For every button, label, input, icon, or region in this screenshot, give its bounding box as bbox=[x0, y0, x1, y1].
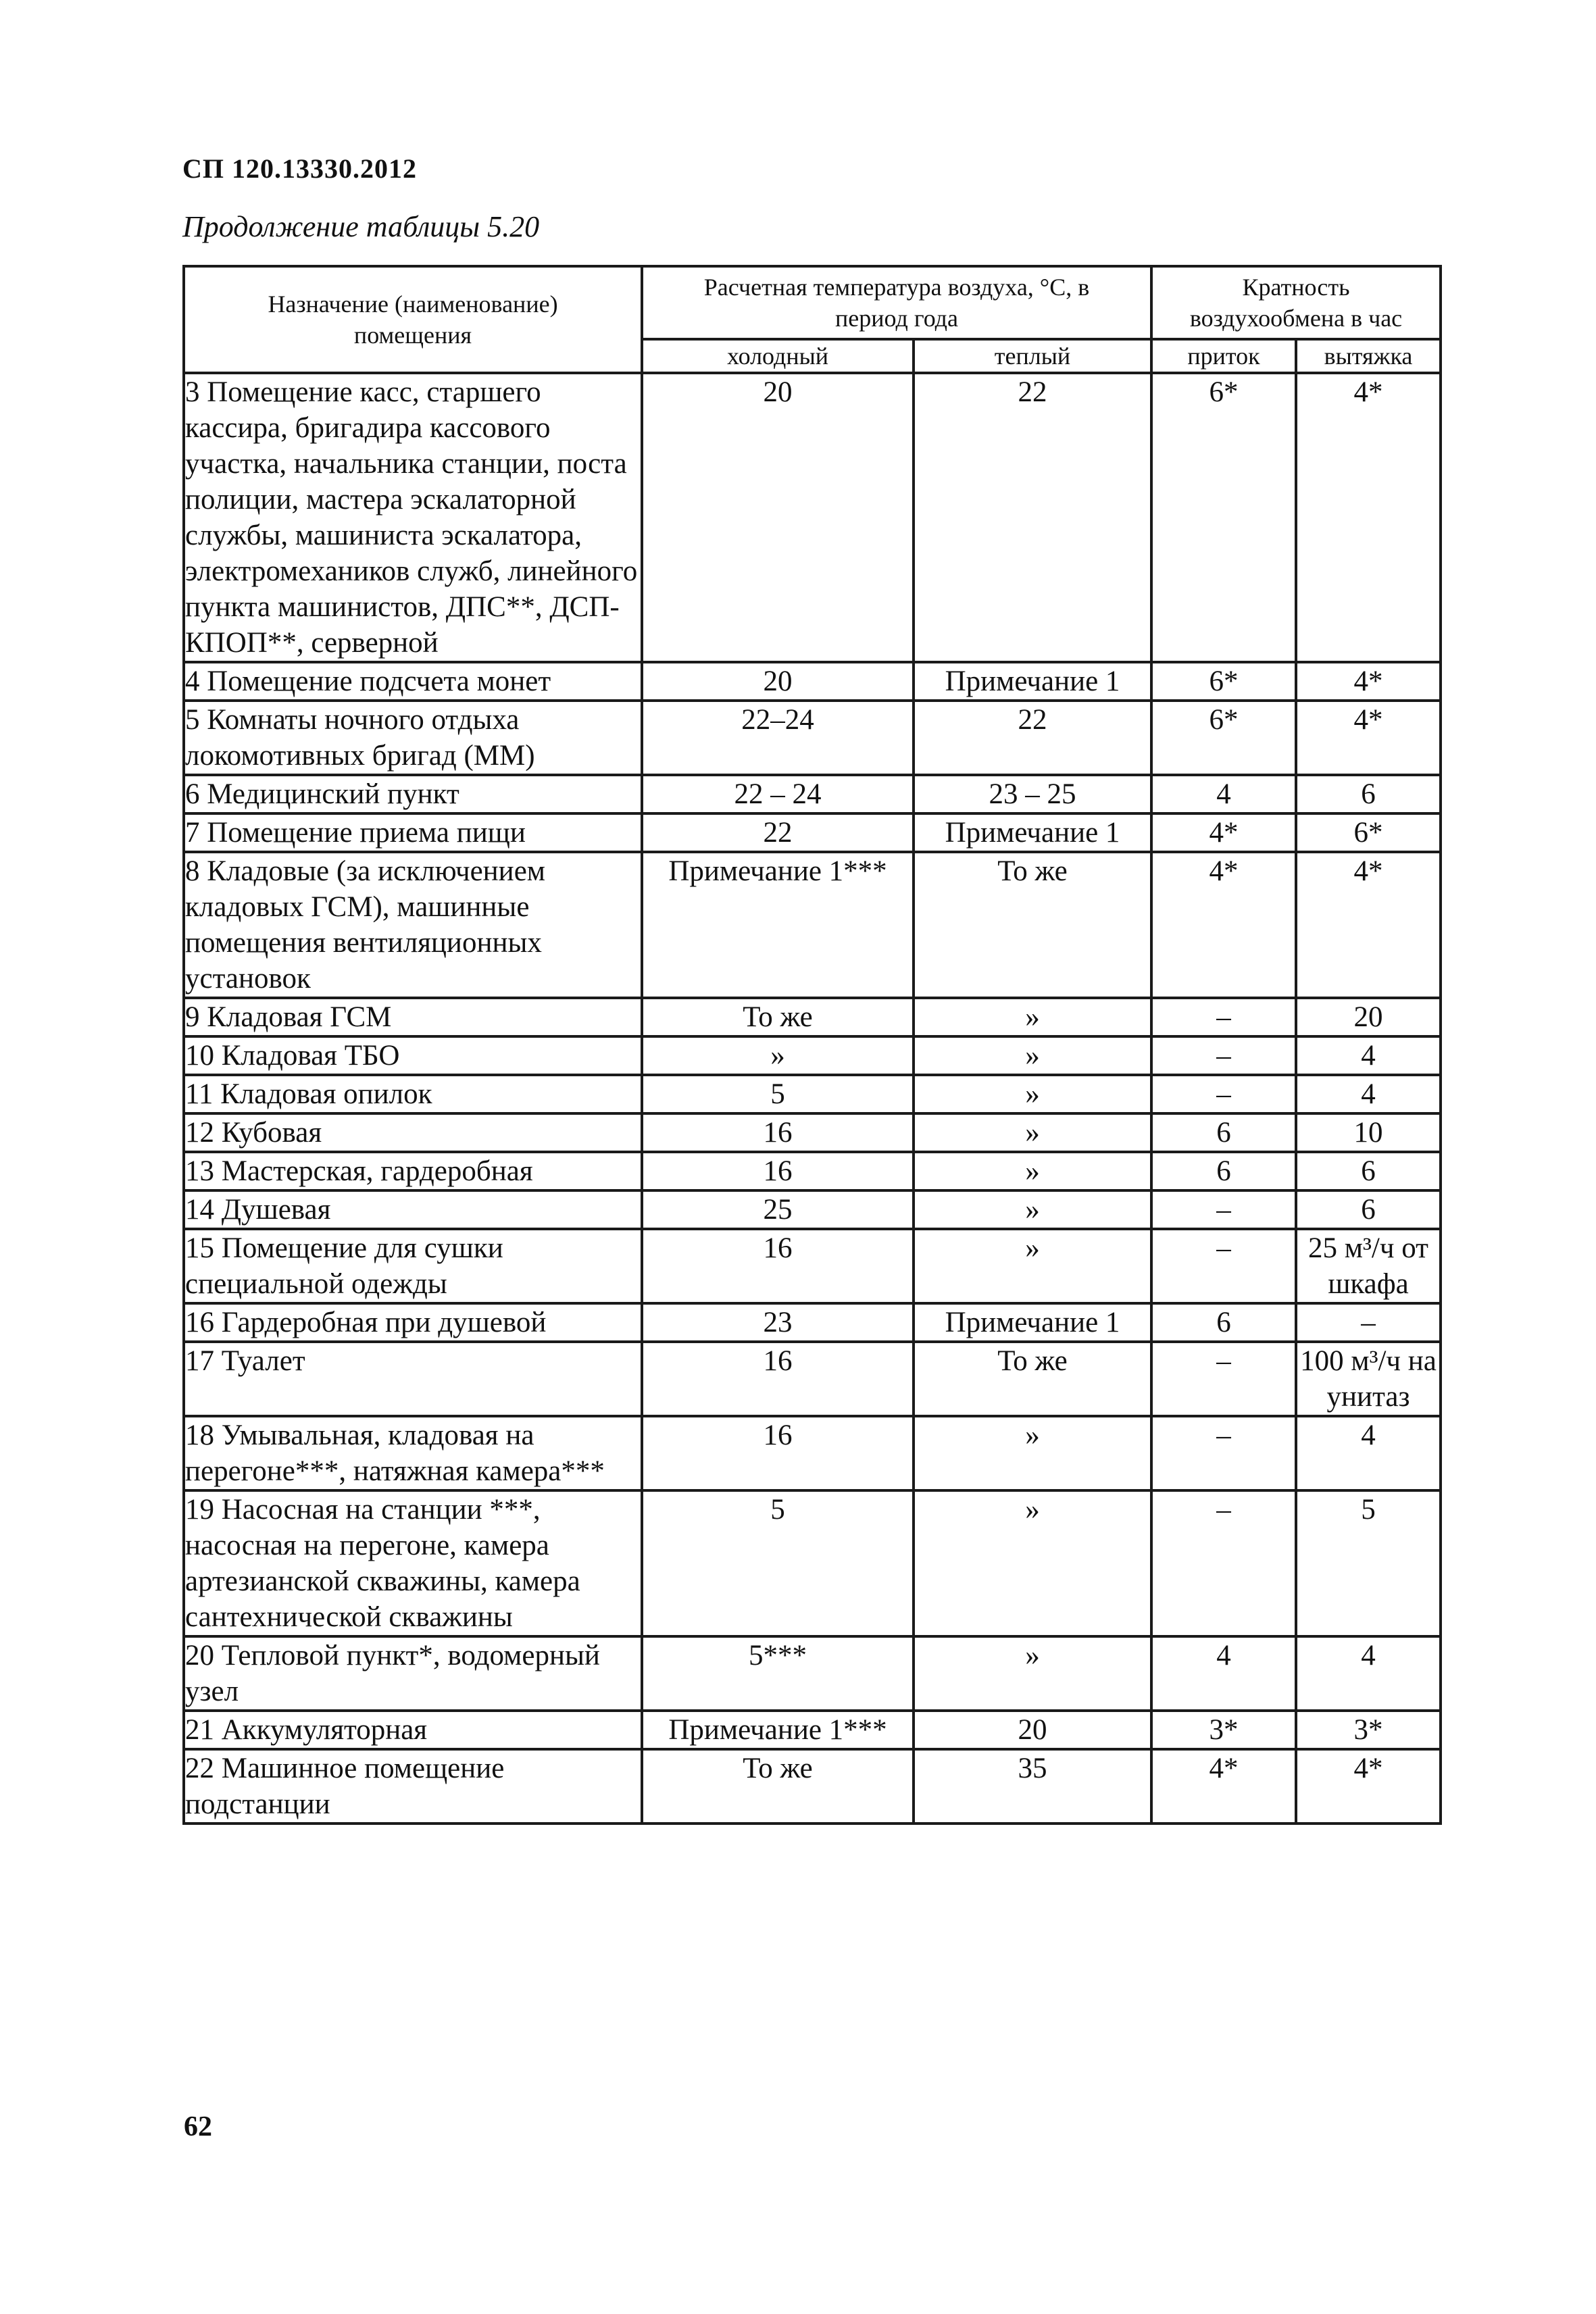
exhaust-rate-cell: 100 м³/ч на унитаз bbox=[1296, 1342, 1441, 1416]
room-name-cell: 8 Кладовые (за исключением кладовых ГСМ), машинные помещения вентиляционных установок bbox=[184, 852, 642, 998]
warm-temp-cell: 23 – 25 bbox=[914, 775, 1151, 813]
supply-rate-cell: – bbox=[1151, 1036, 1296, 1075]
header-exhaust: вытяжка bbox=[1296, 339, 1441, 373]
cold-temp-cell: 16 bbox=[642, 1342, 914, 1416]
cold-temp-cell: 23 bbox=[642, 1303, 914, 1342]
room-name-cell: 17 Туалет bbox=[184, 1342, 642, 1416]
warm-temp-cell: » bbox=[914, 998, 1151, 1036]
exhaust-rate-cell: 4* bbox=[1296, 701, 1441, 775]
exhaust-rate-cell: 5 bbox=[1296, 1490, 1441, 1636]
supply-rate-cell: 3* bbox=[1151, 1711, 1296, 1749]
cold-temp-cell: » bbox=[642, 1036, 914, 1075]
exhaust-rate-cell: 20 bbox=[1296, 998, 1441, 1036]
supply-rate-cell: 4 bbox=[1151, 775, 1296, 813]
supply-rate-cell: 6* bbox=[1151, 373, 1296, 662]
room-name-cell: 4 Помещение подсчета монет bbox=[184, 662, 642, 701]
table-row bbox=[184, 1229, 1441, 1303]
table-row bbox=[184, 813, 1441, 852]
supply-rate-cell: 6 bbox=[1151, 1113, 1296, 1152]
cold-temp-cell: 16 bbox=[642, 1229, 914, 1303]
supply-rate-cell: 4 bbox=[1151, 1636, 1296, 1711]
room-name-cell: 12 Кубовая bbox=[184, 1113, 642, 1152]
exhaust-rate-cell: – bbox=[1296, 1303, 1441, 1342]
supply-rate-cell: – bbox=[1151, 998, 1296, 1036]
table-row bbox=[184, 373, 1441, 662]
warm-temp-cell: » bbox=[914, 1113, 1151, 1152]
cold-temp-cell: 5 bbox=[642, 1075, 914, 1113]
exhaust-rate-cell: 4 bbox=[1296, 1416, 1441, 1490]
cold-temp-cell: То же bbox=[642, 1749, 914, 1823]
table-row bbox=[184, 1190, 1441, 1229]
cold-temp-cell: 5 bbox=[642, 1490, 914, 1636]
table-row bbox=[184, 775, 1441, 813]
warm-temp-cell: То же bbox=[914, 1342, 1151, 1416]
warm-temp-cell: То же bbox=[914, 852, 1151, 998]
header-warm-period: теплый bbox=[914, 339, 1151, 373]
supply-rate-cell: 6 bbox=[1151, 1152, 1296, 1190]
table-row bbox=[184, 1075, 1441, 1113]
exhaust-rate-cell: 25 м³/ч от шкафа bbox=[1296, 1229, 1441, 1303]
table-row bbox=[184, 1303, 1441, 1342]
table-row bbox=[184, 998, 1441, 1036]
cold-temp-cell: 22–24 bbox=[642, 701, 914, 775]
cold-temp-cell: 5*** bbox=[642, 1636, 914, 1711]
room-name-cell: 19 Насосная на станции ***, насосная на перегоне, камера артезианской скважины, камера сантехнической скважины bbox=[184, 1490, 642, 1636]
cold-temp-cell: То же bbox=[642, 998, 914, 1036]
supply-rate-cell: – bbox=[1151, 1490, 1296, 1636]
room-name-cell: 14 Душевая bbox=[184, 1190, 642, 1229]
supply-rate-cell: 4* bbox=[1151, 813, 1296, 852]
cold-temp-cell: 22 – 24 bbox=[642, 775, 914, 813]
exhaust-rate-cell: 3* bbox=[1296, 1711, 1441, 1749]
exhaust-rate-cell: 4* bbox=[1296, 852, 1441, 998]
header-temperature: Расчетная температура воздуха, °С, в период года bbox=[642, 266, 1151, 339]
warm-temp-cell: Примечание 1 bbox=[914, 1303, 1151, 1342]
table-row bbox=[184, 1711, 1441, 1749]
table-row bbox=[184, 1416, 1441, 1490]
header-air-exchange: Кратность воздухообмена в час bbox=[1151, 266, 1441, 339]
supply-rate-cell: – bbox=[1151, 1416, 1296, 1490]
warm-temp-cell: » bbox=[914, 1190, 1151, 1229]
room-name-cell: 9 Кладовая ГСМ bbox=[184, 998, 642, 1036]
warm-temp-cell: 22 bbox=[914, 701, 1151, 775]
table-row bbox=[184, 1490, 1441, 1636]
cold-temp-cell: 22 bbox=[642, 813, 914, 852]
document-code: СП 120.13330.2012 bbox=[182, 153, 417, 184]
supply-rate-cell: – bbox=[1151, 1342, 1296, 1416]
exhaust-rate-cell: 10 bbox=[1296, 1113, 1441, 1152]
table-row bbox=[184, 1036, 1441, 1075]
exhaust-rate-cell: 6 bbox=[1296, 1190, 1441, 1229]
exhaust-rate-cell: 6 bbox=[1296, 775, 1441, 813]
room-name-cell: 18 Умывальная, кладовая на перегоне***, натяжная камера*** bbox=[184, 1416, 642, 1490]
header-supply: приток bbox=[1151, 339, 1296, 373]
warm-temp-cell: Примечание 1 bbox=[914, 662, 1151, 701]
supply-rate-cell: – bbox=[1151, 1190, 1296, 1229]
room-name-cell: 11 Кладовая опилок bbox=[184, 1075, 642, 1113]
table-row bbox=[184, 1113, 1441, 1152]
cold-temp-cell: Примечание 1*** bbox=[642, 1711, 914, 1749]
warm-temp-cell: » bbox=[914, 1036, 1151, 1075]
room-name-cell: 15 Помещение для сушки специальной одежды bbox=[184, 1229, 642, 1303]
supply-rate-cell: 6* bbox=[1151, 662, 1296, 701]
warm-temp-cell: » bbox=[914, 1636, 1151, 1711]
supply-rate-cell: 6* bbox=[1151, 701, 1296, 775]
cold-temp-cell: 20 bbox=[642, 373, 914, 662]
table-row bbox=[184, 1749, 1441, 1823]
exhaust-rate-cell: 4 bbox=[1296, 1036, 1441, 1075]
exhaust-rate-cell: 4 bbox=[1296, 1636, 1441, 1711]
supply-rate-cell: 6 bbox=[1151, 1303, 1296, 1342]
room-name-cell: 20 Тепловой пункт*, водомерный узел bbox=[184, 1636, 642, 1711]
table-body bbox=[184, 373, 1441, 1823]
room-name-cell: 13 Мастерская, гардеробная bbox=[184, 1152, 642, 1190]
exhaust-rate-cell: 4* bbox=[1296, 1749, 1441, 1823]
header-cold-period: холодный bbox=[642, 339, 914, 373]
table-row bbox=[184, 852, 1441, 998]
table-caption: Продолжение таблицы 5.20 bbox=[182, 210, 540, 243]
room-name-cell: 5 Комнаты ночного отдыха локомотивных бригад (ММ) bbox=[184, 701, 642, 775]
table-row bbox=[184, 1152, 1441, 1190]
cold-temp-cell: Примечание 1*** bbox=[642, 852, 914, 998]
room-name-cell: 21 Аккумуляторная bbox=[184, 1711, 642, 1749]
ventilation-table bbox=[182, 265, 1442, 1825]
warm-temp-cell: » bbox=[914, 1075, 1151, 1113]
room-name-cell: 16 Гардеробная при душевой bbox=[184, 1303, 642, 1342]
warm-temp-cell: 35 bbox=[914, 1749, 1151, 1823]
exhaust-rate-cell: 4* bbox=[1296, 662, 1441, 701]
supply-rate-cell: – bbox=[1151, 1075, 1296, 1113]
room-name-cell: 3 Помещение касс, старшего кассира, бригадира кассового участка, начальника станции, поста полиции, мастера эскалаторной службы, машиниста эскалатора, электромехаников служб, линейного пункта машинистов, ДПС**, ДСП-КПОП**, серверной bbox=[184, 373, 642, 662]
table-row bbox=[184, 1636, 1441, 1711]
room-name-cell: 22 Машинное помещение подстанции bbox=[184, 1749, 642, 1823]
cold-temp-cell: 16 bbox=[642, 1416, 914, 1490]
supply-rate-cell: 4* bbox=[1151, 852, 1296, 998]
exhaust-rate-cell: 6* bbox=[1296, 813, 1441, 852]
exhaust-rate-cell: 4 bbox=[1296, 1075, 1441, 1113]
cold-temp-cell: 20 bbox=[642, 662, 914, 701]
warm-temp-cell: » bbox=[914, 1152, 1151, 1190]
supply-rate-cell: – bbox=[1151, 1229, 1296, 1303]
warm-temp-cell: 22 bbox=[914, 373, 1151, 662]
room-name-cell: 7 Помещение приема пищи bbox=[184, 813, 642, 852]
warm-temp-cell: 20 bbox=[914, 1711, 1151, 1749]
warm-temp-cell: Примечание 1 bbox=[914, 813, 1151, 852]
cold-temp-cell: 25 bbox=[642, 1190, 914, 1229]
table-row bbox=[184, 701, 1441, 775]
exhaust-rate-cell: 6 bbox=[1296, 1152, 1441, 1190]
cold-temp-cell: 16 bbox=[642, 1113, 914, 1152]
header-room-name: Назначение (наименование) помещения bbox=[184, 266, 642, 373]
room-name-cell: 10 Кладовая ТБО bbox=[184, 1036, 642, 1075]
room-name-cell: 6 Медицинский пункт bbox=[184, 775, 642, 813]
warm-temp-cell: » bbox=[914, 1416, 1151, 1490]
warm-temp-cell: » bbox=[914, 1490, 1151, 1636]
warm-temp-cell: » bbox=[914, 1229, 1151, 1303]
table-row bbox=[184, 1342, 1441, 1416]
exhaust-rate-cell: 4* bbox=[1296, 373, 1441, 662]
supply-rate-cell: 4* bbox=[1151, 1749, 1296, 1823]
table-row bbox=[184, 662, 1441, 701]
page-number: 62 bbox=[184, 2111, 212, 2142]
cold-temp-cell: 16 bbox=[642, 1152, 914, 1190]
